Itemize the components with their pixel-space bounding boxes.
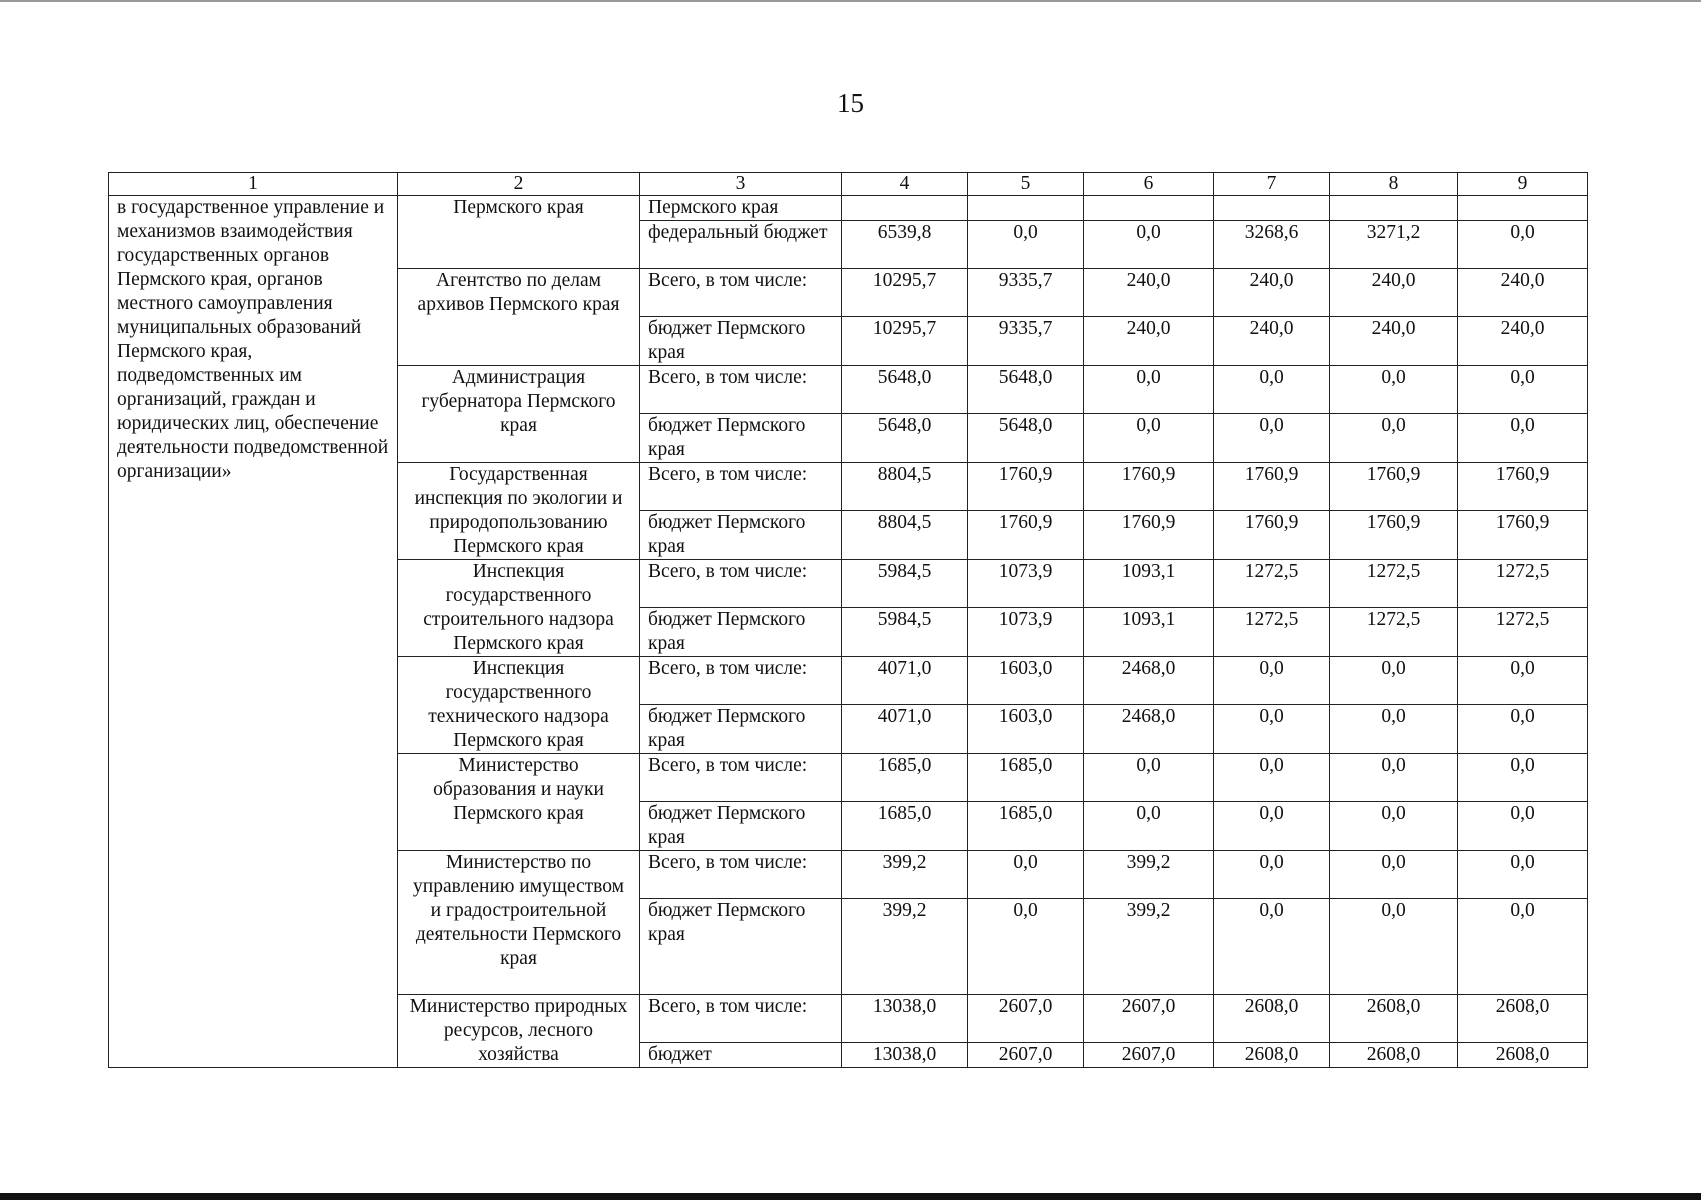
funding-source-cell: бюджет Пермского края [640,414,842,463]
amount-cell: 2608,0 [1458,995,1588,1043]
amount-cell: 399,2 [842,851,968,899]
budget-table [108,172,1588,1068]
amount-cell: 240,0 [1214,269,1330,317]
amount-cell: 0,0 [1214,802,1330,851]
amount-cell: 5648,0 [968,414,1084,463]
amount-cell: 0,0 [1214,754,1330,802]
amount-cell: 2608,0 [1214,1043,1330,1068]
amount-cell: 1272,5 [1330,560,1458,608]
amount-cell: 0,0 [968,851,1084,899]
header-cell: 8 [1330,173,1458,196]
funding-source-cell: бюджет Пермского края [640,802,842,851]
amount-cell: 5648,0 [842,366,968,414]
funding-source-cell: бюджет Пермского края [640,511,842,560]
funding-source-cell: Всего, в том числе: [640,560,842,608]
amount-cell: 2468,0 [1084,657,1214,705]
header-cell: 7 [1214,173,1330,196]
amount-cell: 1760,9 [1214,511,1330,560]
amount-cell: 0,0 [1458,851,1588,899]
executor-cell: Министерство образования и науки Пермского края [398,754,640,851]
amount-cell: 5648,0 [968,366,1084,414]
amount-cell [1084,196,1214,221]
amount-cell: 1760,9 [1458,463,1588,511]
amount-cell: 0,0 [1330,754,1458,802]
amount-cell: 1760,9 [1214,463,1330,511]
amount-cell: 1760,9 [1458,511,1588,560]
amount-cell: 1272,5 [1214,560,1330,608]
scan-top-edge [0,0,1701,2]
amount-cell: 4071,0 [842,705,968,754]
amount-cell: 0,0 [1214,851,1330,899]
funding-source-cell: бюджет Пермского края [640,317,842,366]
header-cell: 1 [109,173,398,196]
amount-cell: 240,0 [1458,317,1588,366]
amount-cell: 399,2 [842,899,968,995]
amount-cell: 0,0 [1458,414,1588,463]
amount-cell: 0,0 [1458,754,1588,802]
executor-cell: Инспекция государственного строительного надзора Пермского края [398,560,640,657]
funding-source-cell: Всего, в том числе: [640,269,842,317]
amount-cell: 0,0 [968,899,1084,995]
amount-cell: 240,0 [1330,269,1458,317]
amount-cell: 5984,5 [842,560,968,608]
amount-cell: 399,2 [1084,851,1214,899]
funding-source-cell: Всего, в том числе: [640,995,842,1043]
amount-cell [842,196,968,221]
amount-cell: 1272,5 [1458,560,1588,608]
funding-source-cell: Всего, в том числе: [640,463,842,511]
amount-cell: 240,0 [1084,317,1214,366]
amount-cell: 4071,0 [842,657,968,705]
amount-cell: 0,0 [1330,851,1458,899]
amount-cell: 0,0 [1458,899,1588,995]
amount-cell: 2607,0 [968,995,1084,1043]
amount-cell: 0,0 [1214,414,1330,463]
amount-cell: 5984,5 [842,608,968,657]
amount-cell: 0,0 [1214,366,1330,414]
amount-cell: 0,0 [1214,899,1330,995]
amount-cell: 8804,5 [842,463,968,511]
amount-cell: 9335,7 [968,269,1084,317]
amount-cell: 9335,7 [968,317,1084,366]
funding-source-cell: Пермского края [640,196,842,221]
executor-cell: Администрация губернатора Пермского края [398,366,640,463]
amount-cell: 1760,9 [1330,463,1458,511]
funding-source-cell: Всего, в том числе: [640,657,842,705]
amount-cell: 6539,8 [842,221,968,269]
amount-cell: 1093,1 [1084,560,1214,608]
funding-source-cell: бюджет Пермского края [640,608,842,657]
amount-cell: 0,0 [1458,705,1588,754]
executor-cell: Министерство природных ресурсов, лесного хозяйства [398,995,640,1068]
amount-cell: 240,0 [1214,317,1330,366]
amount-cell: 0,0 [1458,221,1588,269]
header-cell: 5 [968,173,1084,196]
amount-cell [968,196,1084,221]
amount-cell: 0,0 [1214,657,1330,705]
amount-cell: 1760,9 [968,463,1084,511]
amount-cell: 0,0 [1330,366,1458,414]
amount-cell: 0,0 [1330,802,1458,851]
amount-cell: 1685,0 [968,754,1084,802]
header-cell: 4 [842,173,968,196]
amount-cell: 2608,0 [1458,1043,1588,1068]
header-row [109,173,1588,196]
funding-source-cell: Всего, в том числе: [640,851,842,899]
executor-cell: Пермского края [398,196,640,269]
table-row [109,196,1588,221]
amount-cell: 2607,0 [1084,995,1214,1043]
amount-cell: 1685,0 [842,802,968,851]
amount-cell: 3268,6 [1214,221,1330,269]
amount-cell: 13038,0 [842,995,968,1043]
executor-cell: Государственная инспекция по экологии и природопользованию Пермского края [398,463,640,560]
scan-bottom-edge [0,1193,1701,1200]
amount-cell: 0,0 [1084,221,1214,269]
page-number: 15 [837,88,864,118]
amount-cell: 1272,5 [1458,608,1588,657]
amount-cell: 1073,9 [968,608,1084,657]
amount-cell: 1272,5 [1330,608,1458,657]
amount-cell: 399,2 [1084,899,1214,995]
amount-cell: 1685,0 [842,754,968,802]
amount-cell: 0,0 [1458,657,1588,705]
amount-cell: 0,0 [1458,366,1588,414]
amount-cell [1214,196,1330,221]
amount-cell: 2608,0 [1214,995,1330,1043]
amount-cell: 0,0 [968,221,1084,269]
funding-source-cell: Всего, в том числе: [640,754,842,802]
amount-cell: 240,0 [1458,269,1588,317]
funding-source-cell: федеральный бюджет [640,221,842,269]
amount-cell: 5648,0 [842,414,968,463]
amount-cell: 0,0 [1330,899,1458,995]
executor-cell: Инспекция государственного технического надзора Пермского края [398,657,640,754]
amount-cell: 10295,7 [842,269,968,317]
funding-source-cell: бюджет [640,1043,842,1068]
amount-cell: 1685,0 [968,802,1084,851]
amount-cell: 13038,0 [842,1043,968,1068]
funding-source-cell: бюджет Пермского края [640,705,842,754]
amount-cell: 0,0 [1214,705,1330,754]
amount-cell: 1760,9 [968,511,1084,560]
amount-cell: 0,0 [1330,657,1458,705]
amount-cell: 10295,7 [842,317,968,366]
amount-cell [1458,196,1588,221]
amount-cell: 2608,0 [1330,1043,1458,1068]
amount-cell: 0,0 [1458,802,1588,851]
amount-cell: 1760,9 [1084,511,1214,560]
amount-cell: 1760,9 [1084,463,1214,511]
amount-cell: 1603,0 [968,657,1084,705]
funding-source-cell: бюджет Пермского края [640,899,842,995]
table-body [109,173,1588,1068]
amount-cell: 2607,0 [1084,1043,1214,1068]
amount-cell: 0,0 [1330,705,1458,754]
amount-cell: 240,0 [1330,317,1458,366]
budget-table-container [108,172,1587,1068]
header-cell: 6 [1084,173,1214,196]
amount-cell: 1760,9 [1330,511,1458,560]
header-cell: 3 [640,173,842,196]
amount-cell: 1603,0 [968,705,1084,754]
amount-cell: 2607,0 [968,1043,1084,1068]
header-cell: 9 [1458,173,1588,196]
amount-cell: 0,0 [1084,802,1214,851]
amount-cell: 2608,0 [1330,995,1458,1043]
amount-cell: 1272,5 [1214,608,1330,657]
amount-cell: 1073,9 [968,560,1084,608]
funding-source-cell: Всего, в том числе: [640,366,842,414]
amount-cell: 0,0 [1084,414,1214,463]
program-description-cell: в государственное управление и механизмов взаимодействия государственных органов Пермского края, органов местного самоуправления муниципальных образований Пермского края, подведомственных им организаций, граждан и юридических лиц, обеспечение деятельности подведомственной организации» [109,196,398,1068]
executor-cell: Министерство по управлению имуществом и градостроительной деятельности Пермского края [398,851,640,995]
amount-cell: 2468,0 [1084,705,1214,754]
header-cell: 2 [398,173,640,196]
amount-cell: 0,0 [1330,414,1458,463]
amount-cell: 0,0 [1084,754,1214,802]
amount-cell: 240,0 [1084,269,1214,317]
amount-cell: 8804,5 [842,511,968,560]
executor-cell: Агентство по делам архивов Пермского края [398,269,640,366]
amount-cell: 3271,2 [1330,221,1458,269]
amount-cell [1330,196,1458,221]
amount-cell: 0,0 [1084,366,1214,414]
amount-cell: 1093,1 [1084,608,1214,657]
